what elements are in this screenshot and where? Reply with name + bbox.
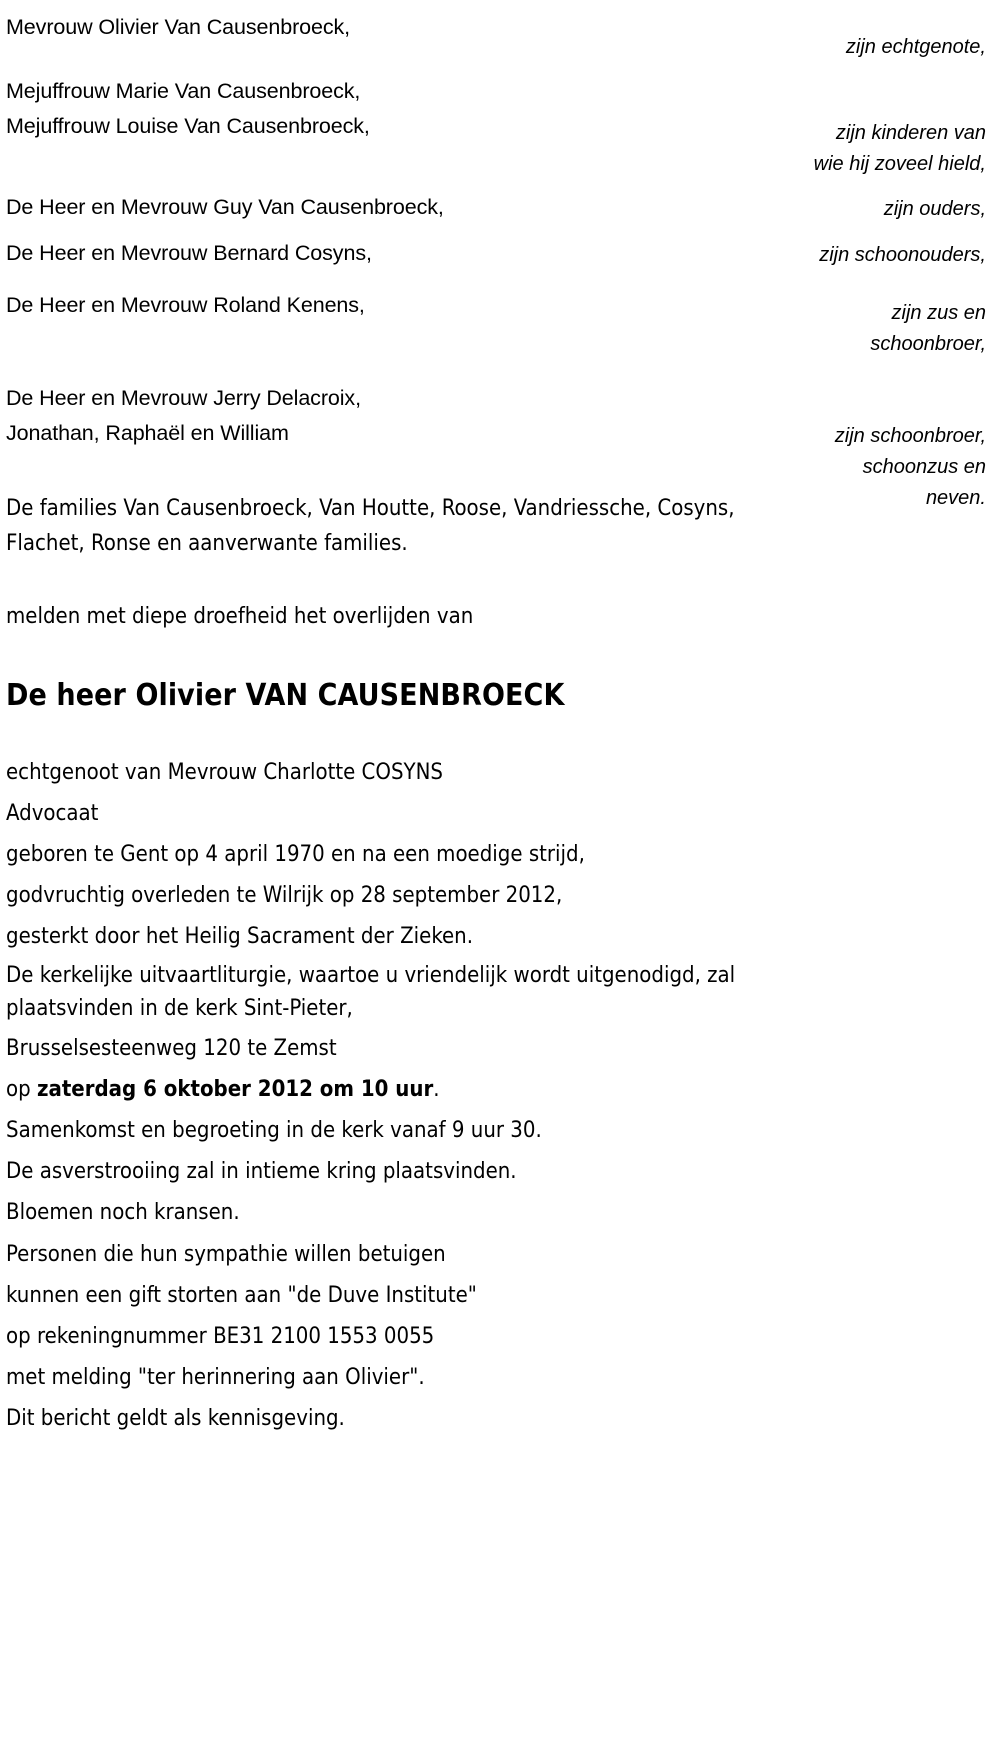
relative-role xyxy=(656,298,986,360)
relative-role-line: wie hij zoveel hield, xyxy=(813,153,986,175)
relative-role xyxy=(656,118,986,180)
notice-line: Dit bericht geldt als kennisgeving. xyxy=(6,1406,345,1431)
service-datetime xyxy=(6,1072,906,1107)
relative-names xyxy=(6,234,598,271)
spouse-line: echtgenoot van Mevrouw Charlotte COSYNS xyxy=(6,760,443,785)
deceased-details xyxy=(6,752,992,957)
relative-role-line: schoonzus en xyxy=(862,456,986,478)
relative-role xyxy=(656,194,986,225)
relative-name: Mevrouw Olivier Van Causenbroeck, xyxy=(6,15,351,39)
announcement-text: melden met diepe droefheid het overlijden van xyxy=(6,604,474,629)
gathering-line: Samenkomst en begroeting in de kerk vanaf 9 uur 30. xyxy=(6,1118,542,1143)
relative-role-line: zijn zus en xyxy=(891,302,986,324)
relative-role-line: neven. xyxy=(925,487,986,509)
relative-role-line: zijn kinderen van xyxy=(835,122,986,144)
relative-row-children xyxy=(6,68,992,182)
relative-role xyxy=(656,421,986,514)
relative-name: Mejuffrouw Louise Van Causenbroeck, xyxy=(6,114,370,138)
ashes-line: De asverstrooiing zal in intieme kring plaatsvinden. xyxy=(6,1159,517,1184)
donations-reference: met melding "ter herinnering aan Olivier". xyxy=(6,1365,425,1390)
sacrament-line: gesterkt door het Heilig Sacrament der Zieken. xyxy=(6,924,474,949)
service-datetime-value: zaterdag 6 oktober 2012 om 10 uur xyxy=(36,1077,434,1102)
service-datetime-suffix: . xyxy=(433,1077,440,1102)
service-section xyxy=(6,959,906,1230)
relative-row-spouse xyxy=(6,10,992,68)
flowers-line: Bloemen noch kransen. xyxy=(6,1200,240,1225)
relative-row-parents-in-law xyxy=(6,234,992,286)
church-address: Brusselsesteenweg 120 te Zemst xyxy=(6,1036,337,1061)
birth-line: geboren te Gent op 4 april 1970 en na een moedige strijd, xyxy=(6,842,585,867)
profession-line: Advocaat xyxy=(6,801,99,826)
relative-name: Jonathan, Raphaël en William xyxy=(6,421,289,445)
donations-line-2: kunnen een gift storten aan "de Duve Institute" xyxy=(6,1283,477,1308)
relative-name: De Heer en Mevrouw Guy Van Causenbroeck, xyxy=(6,195,444,219)
relative-name: Mejuffrouw Marie Van Causenbroeck, xyxy=(6,79,361,103)
donations-account: op rekeningnummer BE31 2100 1553 0055 xyxy=(6,1324,435,1349)
relative-role xyxy=(656,32,986,63)
relative-role-line: zijn schoonbroer, xyxy=(834,425,986,447)
relative-name: De Heer en Mevrouw Roland Kenens, xyxy=(6,293,365,317)
donations-section xyxy=(6,1234,992,1439)
relative-row-parents xyxy=(6,182,992,234)
relative-role xyxy=(656,240,986,271)
relative-names xyxy=(6,68,598,144)
relative-role-line: zijn echtgenote, xyxy=(845,36,986,58)
relative-names xyxy=(6,10,598,45)
liturgy-line-2: plaatsvinden in de kerk Sint-Pieter, xyxy=(6,996,353,1021)
families-line-2: Flachet, Ronse en aanverwante families. xyxy=(6,531,408,556)
liturgy-line-1: De kerkelijke uitvaartliturgie, waartoe u vriendelijk wordt uitgenodigd, zal xyxy=(6,963,736,988)
death-line: godvruchtig overleden te Wilrijk op 28 september 2012, xyxy=(6,883,563,908)
relative-role-line: schoonbroer, xyxy=(870,333,986,355)
service-datetime-prefix: op xyxy=(6,1077,37,1102)
deceased-name: De heer Olivier VAN CAUSENBROECK xyxy=(6,678,565,713)
relative-names xyxy=(6,286,598,323)
families-line-1: De families Van Causenbroeck, Van Houtte, Roose, Vandriessche, Cosyns, xyxy=(6,496,735,521)
relative-name: De Heer en Mevrouw Jerry Delacroix, xyxy=(6,386,361,410)
relative-names xyxy=(6,379,598,451)
relative-names xyxy=(6,182,598,225)
relative-row-sister xyxy=(6,286,992,379)
relative-role-line: zijn schoonouders, xyxy=(819,244,986,266)
relative-name: De Heer en Mevrouw Bernard Cosyns, xyxy=(6,241,372,265)
relative-role-line: zijn ouders, xyxy=(883,198,986,220)
donations-line-1: Personen die hun sympathie willen betuigen xyxy=(6,1242,446,1267)
